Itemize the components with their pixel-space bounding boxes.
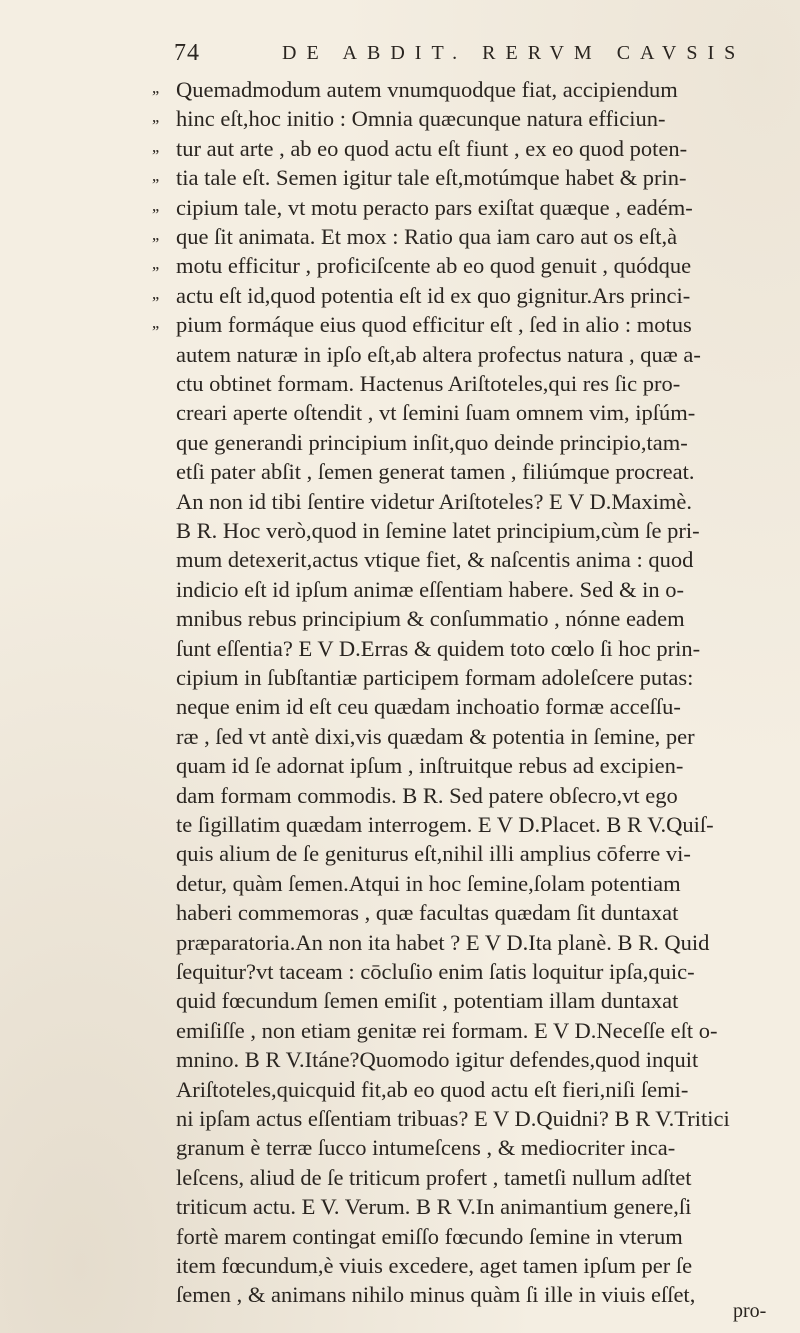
running-title: DE ABDIT. RERVM CAVSIS [282,42,746,64]
text-line [0,105,800,133]
text-line [0,1046,800,1074]
line-text: Ariſtoteles,quicquid fit,ab eo quod actu eſt fieri,niſi ſemi- [176,1076,689,1102]
line-text: te ſigillatim quædam interrogem. E V D.Placet. B R V.Quiſ- [176,812,714,837]
line-text: fortè marem contingat emiſſo fœcundo ſemine in vterum [176,1223,683,1249]
text-line [0,782,800,810]
text-line [0,576,800,604]
line-text: pium formáque eius quod efficitur eſt , ſed in alio : motus [176,312,692,338]
line-text: haberi commemoras , quæ facultas quædam ſit duntaxat [176,900,679,926]
line-text: quid fœcundum ſemen emiſit , potentiam illam duntaxat [176,988,679,1014]
text-line [0,987,800,1015]
text-line [0,429,800,457]
line-text: actu eſt id,quod potentia eſt id ex quo gignitur.Ars princi- [176,282,691,308]
text-line [0,693,800,721]
line-text: ni ipſam actus eſſentiam tribuas? E V D.Quidni? B R V.Tritici [176,1106,730,1131]
text-line [0,723,800,751]
text-line [0,1164,800,1192]
text-line [0,1105,800,1133]
text-line [0,1223,800,1251]
line-text: ſemen , & animans nihilo minus quàm ſi ille in viuis eſſet, [176,1282,696,1308]
text-line [0,135,800,163]
line-text: emiſiſſe , non etiam genitæ rei formam. E V D.Neceſſe eſt o- [176,1017,718,1043]
text-line [0,517,800,545]
text-line [0,546,800,574]
text-line [0,1281,800,1309]
text-line [0,635,800,663]
line-text: mnino. B R V.Itáne?Quomodo igitur defendes,quod inquit [176,1047,699,1073]
line-text: ſunt eſſentia? E V D.Erras & quidem toto cœlo ſi hoc prin- [176,635,701,661]
line-text: item fœcundum,è viuis excedere, aget tamen ipſum per ſe [176,1253,693,1278]
line-text: ræ , ſed vt antè dixi,vis quædam & potentia in ſemine, per [176,723,695,749]
text-line [0,840,800,868]
line-text: dam formam commodis. B R. Sed patere obſecro,vt ego [176,782,678,808]
line-text: cipium in ſubſtantiæ participem formam adoleſcere putas: [176,665,694,690]
line-text: ſequitur?vt taceam : cōcluſio enim ſatis loquitur ipſa,quic- [176,959,695,984]
line-text: quis alium de ſe geniturus eſt,nihil illi amplius cōferre vi- [176,841,691,867]
text-line [0,1252,800,1280]
text-line [0,164,800,192]
line-text: detur, quàm ſemen.Atqui in hoc ſemine,ſolam potentiam [176,870,681,896]
line-text: An non id tibi ſentire videtur Ariſtoteles? E V D.Maximè. [176,488,692,514]
line-text: triticum actu. E V. Verum. B R V.In animantium genere,ſi [176,1194,692,1220]
text-line [0,399,800,427]
marginal-quote-mark: ,, [152,225,159,244]
text-line [0,488,800,516]
line-text: tia tale eſt. Semen igitur tale eſt,motúmque habet & prin- [176,165,687,191]
text-line [0,811,800,839]
marginal-quote-mark: ,, [152,166,159,186]
text-line [0,1193,800,1221]
marginal-quote-mark: ,, [152,254,159,274]
text-line [0,929,800,957]
marginal-quote-mark: ,, [152,136,159,156]
text-line [0,899,800,927]
line-text: granum è terræ ſucco intumeſcens , & mediocriter inca- [176,1135,676,1161]
catchword: pro- [733,1300,767,1322]
line-text: tur aut arte , ab eo quod actu eſt fiunt , ex eo quod poten- [176,135,688,161]
text-line [0,223,800,251]
text-line [0,252,800,280]
line-text: hinc eſt,hoc initio : Omnia quæcunque natura efficiun- [176,106,666,132]
text-line [0,1134,800,1162]
marginal-quote-mark: ,, [152,107,159,127]
text-line [0,1017,800,1045]
text-line [0,458,800,486]
page-number: 74 [174,40,200,66]
marginal-quote-mark: ,, [152,78,159,97]
line-text: B R. Hoc verò,quod in ſemine latet principium,cùm ſe pri- [176,518,700,543]
text-line [0,664,800,692]
line-text: ctu obtinet formam. Hactenus Ariſtoteles,qui res ſic pro- [176,371,681,396]
line-text: que generandi principium inſit,quo deinde principio,tam- [176,429,688,455]
line-text: mum detexerit,actus vtique fiet, & naſcentis anima : quod [176,547,694,573]
text-line [0,958,800,986]
text-line [0,341,800,369]
line-text: quam id ſe adornat ipſum , inſtruitque rebus ad excipien- [176,753,684,779]
line-text: Quemadmodum autem vnumquodque fiat, accipiendum [176,77,678,102]
line-text: autem naturæ in ipſo eſt,ab altera profectus natura , quæ a- [176,341,701,367]
text-line [0,311,800,339]
marginal-quote-mark: ,, [152,313,159,333]
text-line [0,370,800,398]
text-line [0,76,800,104]
line-text: præparatoria.An non ita habet ? E V D.Ita planè. B R. Quid [176,929,710,955]
page-header [174,40,746,70]
line-text: motu efficitur , proficiſcente ab eo quod genuit , quódque [176,253,692,279]
line-text: leſcens, aliud de ſe triticum profert , tametſi nullum adſtet [176,1164,692,1190]
line-text: cipium tale, vt motu peracto pars exiſtat quæque , eadém- [176,194,693,220]
marginal-quote-mark: ,, [152,195,159,215]
text-line [0,752,800,780]
line-text: etſi pater abſit , ſemen generat tamen , filiúmque procreat. [176,459,695,485]
marginal-quote-mark: ,, [152,283,159,303]
line-text: mnibus rebus principium & conſummatio , nónne eadem [176,606,685,632]
text-line [0,282,800,310]
text-line [0,194,800,222]
line-text: que ſit animata. Et mox : Ratio qua iam caro aut os eſt,à [176,224,678,249]
line-text: creari aperte oſtendit , vt ſemini ſuam omnem vim, ipſúm- [176,400,696,426]
text-line [0,1076,800,1104]
line-text: indicio eſt id ipſum animæ eſſentiam habere. Sed & in o- [176,576,685,602]
text-line [0,605,800,633]
text-line [0,870,800,898]
line-text: neque enim id eſt ceu quædam inchoatio formæ acceſſu- [176,694,681,720]
